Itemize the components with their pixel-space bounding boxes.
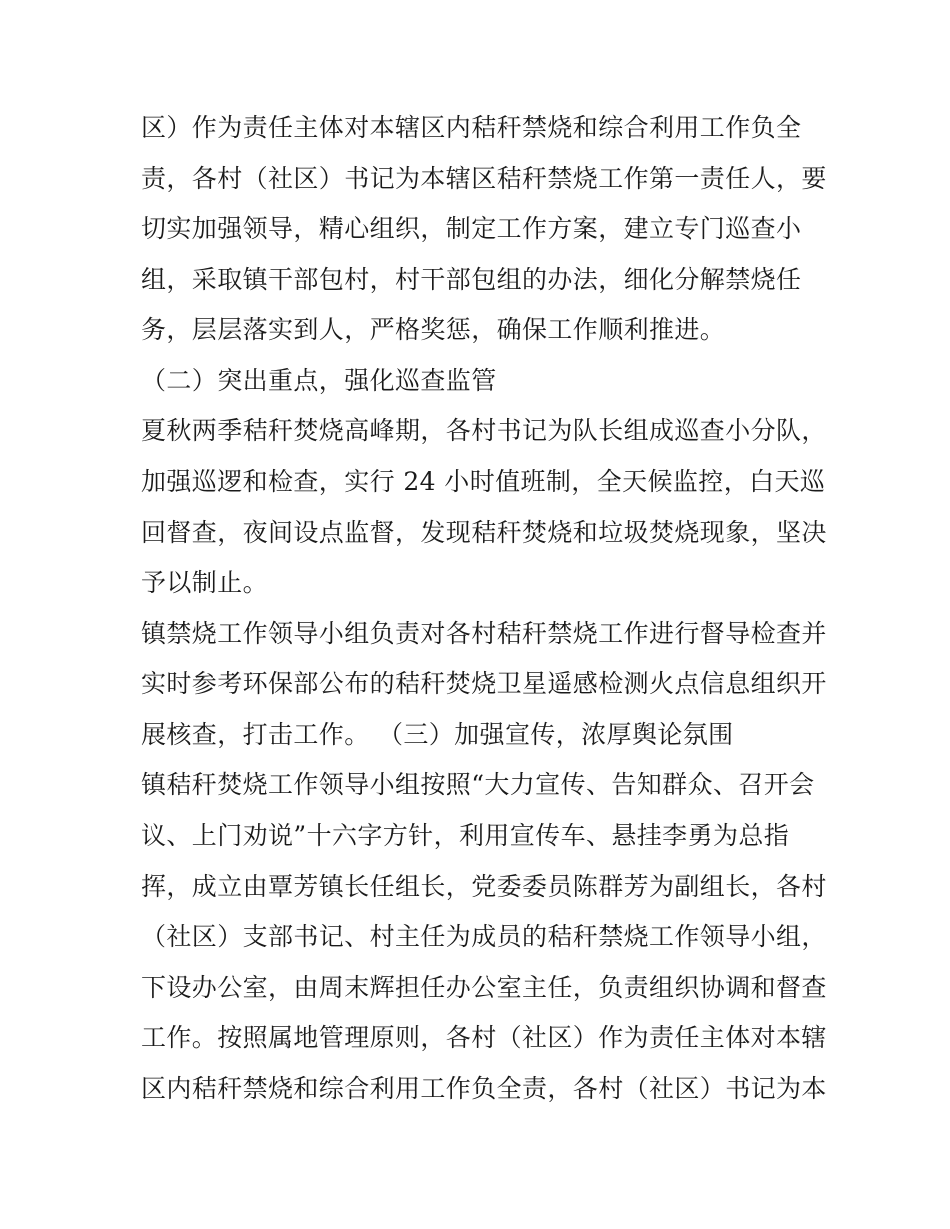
text-line: 实时参考环保部公布的秸秆焚烧卫星遥感检测火点信息组织开 (141, 669, 827, 698)
section-heading: （二）突出重点，强化巡查监管 (141, 366, 497, 395)
text-line: 加强巡逻和检查，实行 24 小时值班制，全天候监控，白天巡 (141, 467, 826, 496)
text-line: 区）作为责任主体对本辖区内秸秆禁烧和综合利用工作负全 (141, 113, 802, 142)
text-line: 展核查，打击工作。 （三）加强宣传，浓厚舆论氛围 (141, 720, 734, 749)
text-line: 镇秸秆焚烧工作领导小组按照“大力宣传、告知群众、召开会 (141, 770, 815, 799)
text-line: 回督查，夜间设点监督，发现秸秆焚烧和垃圾焚烧现象，坚决 (141, 518, 827, 547)
text-line: 挥，成立由覃芳镇长任组长，党委委员陈群芳为副组长，各村 (141, 872, 827, 901)
text-line: 务，层层落实到人，严格奖惩，确保工作顺利推进。 (141, 315, 726, 344)
text-line: 组，采取镇干部包村，村干部包组的办法，细化分解禁烧任 (141, 265, 802, 294)
text-line: 予以制止。 (141, 568, 269, 597)
text-line: （社区）支部书记、村主任为成员的秸秆禁烧工作领导小组， (141, 922, 827, 951)
text-line: 工作。按照属地管理原则，各村（社区）作为责任主体对本辖 (141, 1023, 827, 1052)
text-line: 区内秸秆禁烧和综合利用工作负全责，各村（社区）书记为本 (141, 1074, 827, 1103)
text-line: 夏秋两季秸秆焚烧高峰期，各村书记为队长组成巡查小分队， (141, 416, 827, 445)
text-line: 下设办公室，由周末辉担任办公室主任，负责组织协调和督查 (141, 973, 827, 1002)
text-line: 切实加强领导，精心组织，制定工作方案，建立专门巡查小 (141, 214, 802, 243)
text-line: 责，各村（社区）书记为本辖区秸秆禁烧工作第一责任人，要 (141, 164, 827, 193)
text-line: 镇禁烧工作领导小组负责对各村秸秆禁烧工作进行督导检查并 (141, 619, 827, 648)
text-line: 议、上门劝说”十六字方针，利用宣传车、悬挂李勇为总指 (141, 821, 790, 850)
